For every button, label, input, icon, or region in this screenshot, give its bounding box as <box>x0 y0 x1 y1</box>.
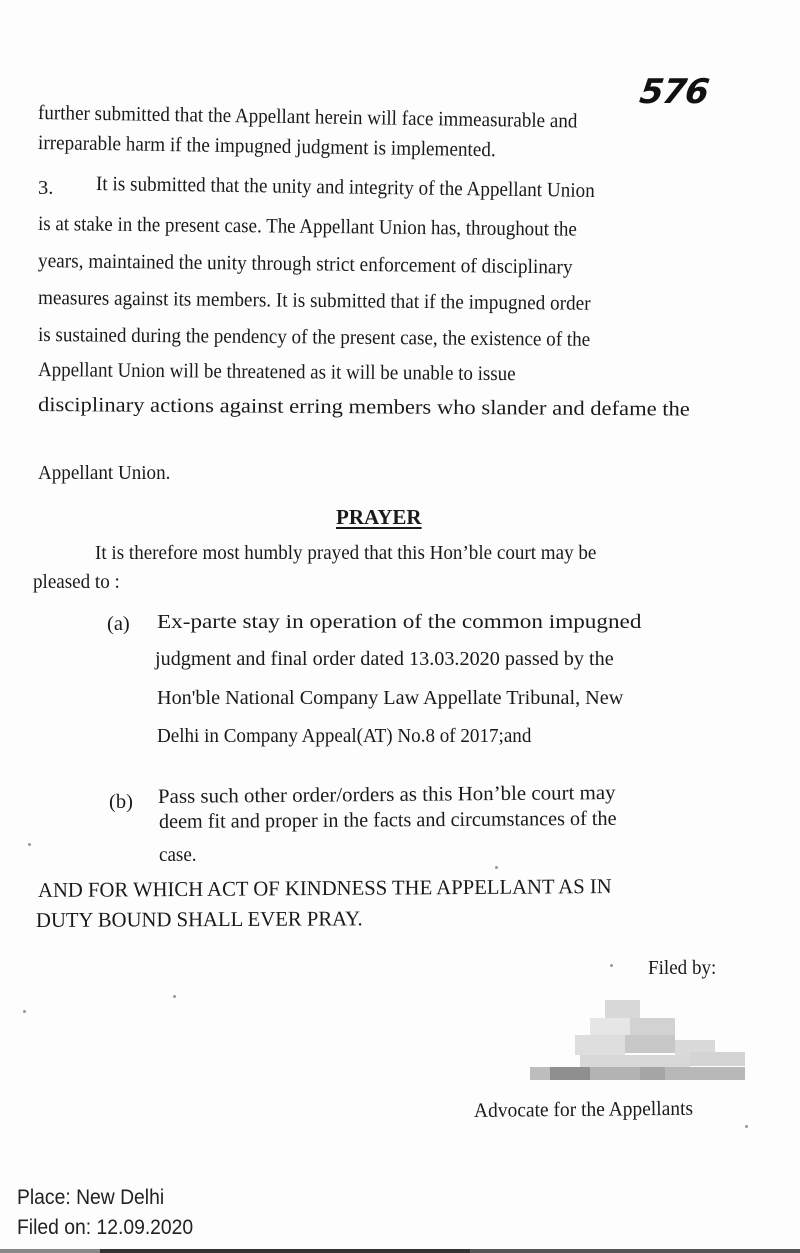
scan-edge <box>0 1249 800 1253</box>
body-line: years, maintained the unity through strict enforcement of disciplinary <box>37 250 573 279</box>
place-label: Place: New Delhi <box>17 1186 165 1209</box>
prayer-item-marker: (b) <box>109 791 133 813</box>
prayer-heading: PRAYER <box>336 505 422 529</box>
body-line: Appellant Union. <box>38 462 171 484</box>
prayer-item-line: judgment and final order dated 13.03.2020 passed by the <box>155 648 614 670</box>
prayer-item-line: Delhi in Company Appeal(AT) No.8 of 2017;and <box>157 725 532 747</box>
scan-speck <box>173 995 176 998</box>
filed-on-date: Filed on: 12.09.2020 <box>17 1216 194 1239</box>
prayer-item-line: Hon'ble National Company Law Appellate Tribunal, New <box>157 687 624 709</box>
prayer-item-marker: (a) <box>107 613 130 635</box>
prayer-item-line: Pass such other order/orders as this Hon’ble court may <box>157 782 616 808</box>
redacted-signature <box>520 990 750 1090</box>
closing-line: AND FOR WHICH ACT OF KINDNESS THE APPELLANT AS IN <box>37 873 612 902</box>
body-line: measures against its members. It is submitted that if the impugned order <box>37 287 591 315</box>
scan-speck <box>610 964 613 967</box>
body-line: Appellant Union will be threatened as it will be unable to issue <box>37 359 516 386</box>
scan-speck <box>23 1010 26 1013</box>
filed-by-label: Filed by: <box>648 957 717 979</box>
prayer-intro-line: It is therefore most humbly prayed that this Hon’ble court may be <box>95 542 597 564</box>
body-line: is at stake in the present case. The Appellant Union has, throughout the <box>37 213 578 241</box>
paragraph-number: 3. <box>38 177 54 199</box>
prayer-item-line: deem fit and proper in the facts and circumstances of the <box>158 807 617 833</box>
scan-speck <box>745 1125 748 1128</box>
body-line: It is submitted that the unity and integrity of the Appellant Union <box>95 173 595 202</box>
body-line: disciplinary actions against erring members who slander and defame the <box>37 394 690 421</box>
page-number: 576 <box>637 72 711 112</box>
scan-speck <box>495 866 498 869</box>
advocate-label: Advocate for the Appellants <box>473 1097 694 1122</box>
prayer-item-line: Ex-parte stay in operation of the common impugned <box>157 611 642 633</box>
prayer-item-line: case. <box>159 844 197 866</box>
body-line: further submitted that the Appellant herein will face immeasurable and <box>37 102 578 133</box>
body-line: is sustained during the pendency of the present case, the existence of the <box>37 324 591 351</box>
closing-line: DUTY BOUND SHALL EVER PRAY. <box>35 906 363 932</box>
body-line: irreparable harm if the impugned judgment is implemented. <box>37 132 496 162</box>
prayer-intro-line: pleased to : <box>33 571 120 593</box>
scan-speck <box>28 843 31 846</box>
